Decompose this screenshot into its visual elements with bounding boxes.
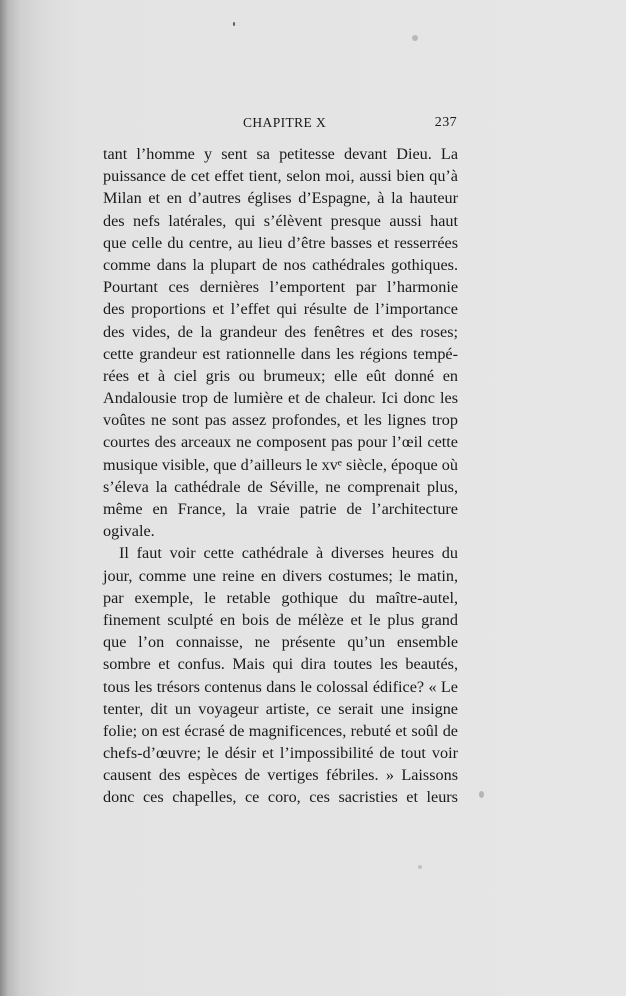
paper-speck <box>479 791 484 798</box>
paragraph-end-line: ogivale. <box>103 522 155 541</box>
text-line: même en France, la vraie patrie de l’architecture <box>103 500 458 518</box>
paper-speck <box>418 865 422 869</box>
text-line: courtes des arceaux ne composent pas pour l’œil cette <box>103 433 458 452</box>
text-line: sombre et confus. Mais qui dira toutes les beautés, <box>103 655 458 674</box>
text-line: tenter, dit un voyageur artiste, ce serait une insigne <box>103 699 458 718</box>
page-number: 237 <box>434 115 457 130</box>
text-line: puissance de cet effet tient, selon moi, aussi bien qu’à <box>103 167 458 186</box>
text-line: folie; on est écrasé de magnificences, rebuté et soûl de <box>103 721 458 740</box>
body-text <box>103 143 458 809</box>
paper-speck <box>412 35 418 41</box>
text-line: rées et à ciel gris ou brumeux; elle eût donné en <box>103 366 458 385</box>
text-line: voûtes ne sont pas assez profondes, et les lignes trop <box>103 411 458 430</box>
text-line: par exemple, le retable gothique du maître-autel, <box>103 588 458 607</box>
text-line: des proportions et l’effet qui résulte de l’importance <box>103 300 458 319</box>
text-line: musique visible, que d’ailleurs le xvᵉ siècle, époque où <box>103 455 458 474</box>
text-line: tant l’homme y sent sa petitesse devant Dieu. La <box>103 145 458 163</box>
text-line: donc ces chapelles, ce coro, ces sacristies et leurs <box>103 788 458 807</box>
text-line: tous les trésors contenus dans le colossal édifice? « Le <box>103 677 458 696</box>
text-line: Pourtant ces dernières l’emportent par l’harmonie <box>103 278 458 297</box>
chapter-title: CHAPITRE X <box>243 115 327 130</box>
text-line: finement sculpté en bois de mélèze et le plus grand <box>103 610 458 629</box>
text-line: cette grandeur est rationnelle dans les régions tempé- <box>103 344 458 363</box>
text-line: chefs-d’œuvre; le désir et l’impossibilité de tout voir <box>103 744 458 763</box>
text-line: causent des espèces de vertiges fébriles. » Laissons <box>103 766 458 785</box>
text-line: Milan et en d’autres églises d’Espagne, à la hauteur <box>103 189 458 208</box>
text-line: jour, comme une reine en divers costumes; le matin, <box>103 566 458 585</box>
text-line: s’éleva la cathédrale de Séville, ne comprenait plus, <box>103 477 458 496</box>
paragraph-start-line: Il faut voir cette cathédrale à diverses heures du <box>119 544 458 563</box>
text-line: des nefs latérales, qui s’élèvent presque aussi haut <box>103 211 458 230</box>
text-line: que l’on connaisse, ne présente qu’un ensemble <box>103 633 458 652</box>
text-line: que celle du centre, au lieu d’être basses et resserrées <box>103 233 458 252</box>
running-header <box>103 115 457 135</box>
text-line: Andalousie trop de lumière et de chaleur. Ici donc les <box>103 389 458 408</box>
paper-speck <box>233 22 235 26</box>
text-line: comme dans la plupart de nos cathédrales gothiques. <box>103 255 458 274</box>
text-line: des vides, de la grandeur des fenêtres et des roses; <box>103 322 458 341</box>
